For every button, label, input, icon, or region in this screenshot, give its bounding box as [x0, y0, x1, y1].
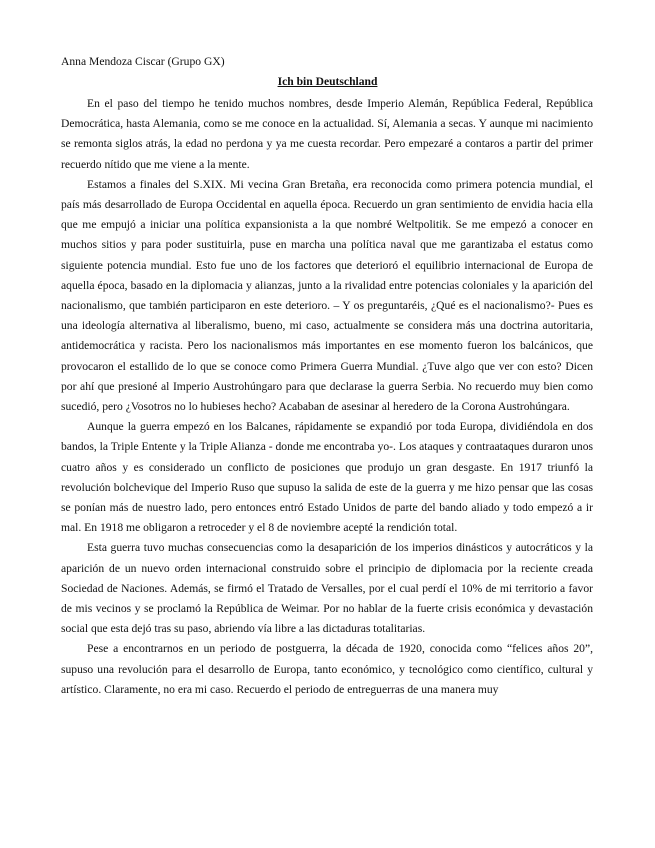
paragraph-3: Aunque la guerra empezó en los Balcanes, rápidamente se expandió por toda Europa, dividiéndola en dos bandos, la Triple Entente y la Triple Alianza - donde me encontraba yo-. Los ataques y contraataques duraron unos cuatro años y es considerado un conflicto de posiciones que produjo un gran desgaste. En 1917 triunfó la revolución bolchevique del Imperio Ruso que supuso la salida de este de la guerra y me hizo pensar que las cosas se ponían más de nuestro lado, pero entonces entró Estado Unidos de parte del bando aliado y todo empezó a ir mal. En 1918 me obligaron a retroceder y el 8 de noviembre acepté la rendición total.: [61, 420, 593, 535]
document-body: [61, 94, 593, 700]
paragraph-4: Esta guerra tuvo muchas consecuencias como la desaparición de los imperios dinásticos y autocráticos y la aparición de un nuevo orden internacional construido sobre el principio de diplomacia por la reciente creada Sociedad de Naciones. Además, se firmó el Tratado de Versalles, por el cual perdí el 10% de mi territorio a favor de mis vecinos y se proclamó la República de Weimar. Por no hablar de la fuerte crisis económica y devastación social que esta dejó tras su paso, abriendo vía libre a las dictaduras totalitarias.: [61, 541, 593, 636]
paragraph-1: En el paso del tiempo he tenido muchos nombres, desde Imperio Alemán, República Federal, República Democrática, hasta Alemania, como se me conoce en la actualidad. Sí, Alemania a secas. Y aunque mi nacimiento se remonta siglos atrás, la edad no perdona y ya me cuesta recordar. Pero empezaré a contaros a partir del primer recuerdo nítido que me viene a la mente.: [61, 97, 593, 171]
document-title: Ich bin Deutschland: [277, 75, 378, 88]
paragraph-2: Estamos a finales del S.XIX. Mi vecina Gran Bretaña, era reconocida como primera potencia mundial, el país más desarrollado de Europa Occidental en aquella época. Recuerdo un gran sentimiento de envidia hacia ella que me empujó a iniciar una política expansionista a la que nombré Weltpolitik. Se me empezó a conocer en muchos sitios y para poder sustituirla, puse en marcha una política naval que me garantizaba el estatus como siguiente potencia mundial. Esto fue uno de los factores que deterioró el equilibrio internacional de Europa de aquella época, basado en la diplomacia y alianzas, junto a la rivalidad entre potencias coloniales y la aparición del nacionalismo, que también participaron en este deterioro. – Y os preguntaréis, ¿Qué es el nacionalismo?- Pues es una ideología alternativa al liberalismo, bueno, mi caso, actualmente se considera más una doctrina autoritaria, antidemocrática y racista. Pero los nacionalismos más importantes en ese momento fueron los balcánicos, que provocaron el estallido de lo que se conoce como Primera Guerra Mundial. ¿Tuve algo que ver con esto? Dicen por ahí que presioné al Imperio Austrohúngaro para que declarase la guerra Serbia. No recuerdo muy bien como sucedió, pero ¿Vosotros no lo hubieses hecho? Acababan de asesinar al heredero de la Corona Austrohúngara.: [61, 177, 593, 414]
paragraph-5: Pese a encontrarnos en un periodo de postguerra, la década de 1920, conocida como “felices años 20”, supuso una revolución para el desarrollo de Europa, tanto económico, y tecnológico como científico, cultural y artístico. Claramente, no era mi caso. Recuerdo el periodo de entreguerras de una manera muy: [61, 642, 593, 696]
author-line: Anna Mendoza Ciscar (Grupo GX): [61, 55, 225, 68]
